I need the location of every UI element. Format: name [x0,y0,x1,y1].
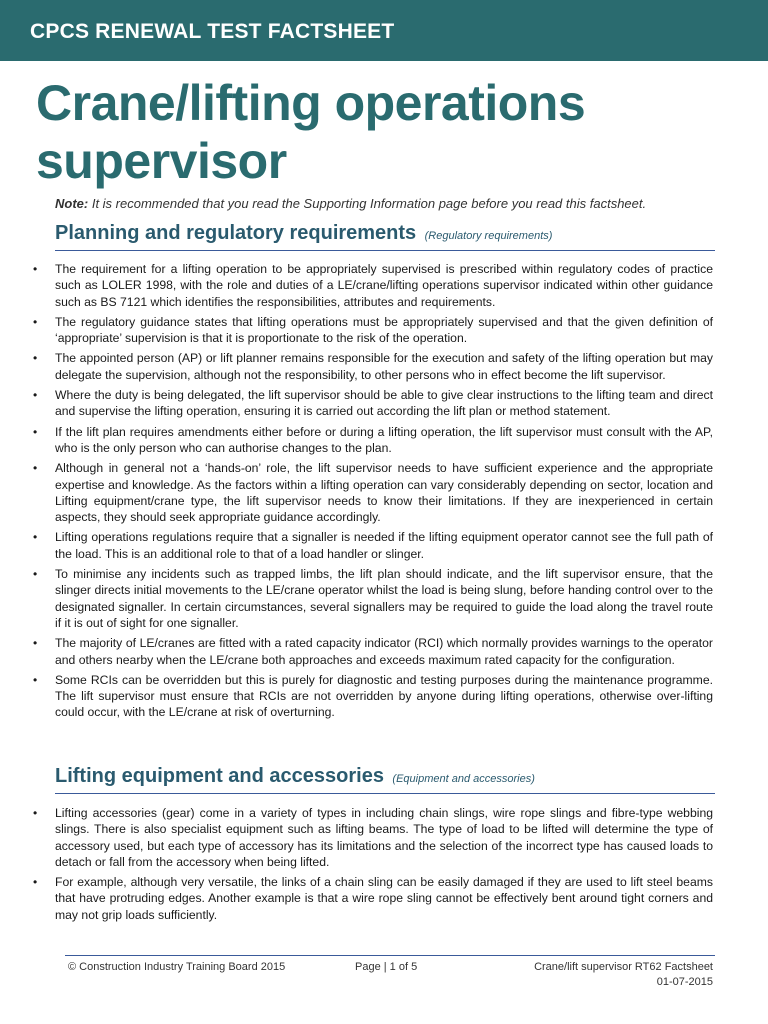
section-title: Planning and regulatory requirements [55,222,417,244]
note-text: It is recommended that you read the Supporting Information page before you read this factsheet. [88,196,647,211]
bullet-icon: • [33,424,38,439]
bullet-icon: • [33,806,38,820]
bullet-icon: • [33,461,38,476]
list-item: • If the lift plan requires amendments either before or during a lifting operation, the lift supervisor must consult with the AP, who is the only person who can authorise changes to the plan. [33,424,713,455]
section-heading-planning [55,222,715,251]
header-banner [0,0,768,61]
footer-doc-title: Crane/lift supervisor RT62 Factsheet [534,961,713,973]
bullet-list-planning [33,261,713,725]
bullet-icon: • [33,388,38,403]
page-title: Crane/lifting operations supervisor [36,75,586,189]
bullet-icon: • [33,567,38,582]
bullet-icon: • [33,875,38,890]
list-item: • Where the duty is being delegated, the lift supervisor should be able to give clear instructions to the lifting team and direct and supervise the lifting operation, ensuring it is carried out according the lift plan or method statement. [33,388,713,419]
bullet-list-equipment [33,805,713,927]
bullet-icon: • [33,351,38,366]
section-subtitle: (Regulatory requirements) [424,230,553,242]
bullet-icon: • [33,672,38,687]
banner-title: CPCS RENEWAL TEST FACTSHEET [30,20,395,43]
list-item: • Lifting accessories (gear) come in a variety of types in including chain slings, wire rope slings and fibre-type webbing slings. There is also specialist equipment such as lifting beams. The type of load to be lifted will determine the type of accessory used, but each type of accessory has its limitations and the selection of the incorrect type has caused loads to detach or fall from the accessory when being lifted. [33,806,713,869]
list-item: • The appointed person (AP) or lift planner remains responsible for the execution and safety of the lifting operation but may delegate the supervision, although not the responsibility, to other persons who in effect become the lift supervisor. [33,351,713,382]
footer-copyright: © Construction Industry Training Board 2015 [68,961,286,973]
note-label: Note: [55,196,89,211]
bullet-icon: • [33,530,38,545]
footer-page-number: Page | 1 of 5 [355,961,418,973]
list-item: • The requirement for a lifting operation to be appropriately supervised is prescribed within regulatory codes of practice such as LOLER 1998, with the role and duties of a LE/crane/lifting operations supervisor indicated within other guidance such as BS 7121 which identifies the responsibilities, attributes and requirements. [33,262,713,309]
bullet-icon: • [33,262,38,276]
bullet-icon: • [33,314,38,329]
bullet-icon: • [33,636,38,651]
section-heading-equipment [55,765,715,794]
footer-date: 01-07-2015 [656,976,713,988]
list-item: • Although in general not a ‘hands-on’ role, the lift supervisor needs to have sufficient experience and the appropriate expertise and knowledge. As the factors within a lifting operation can vary considerably depending on sector, location and Lifting equipment/crane type, the lift supervisor needs to know their limitations. If they are inexperienced in certain aspects, they should seek appropriate guidance accordingly. [33,461,713,525]
note [55,196,735,211]
list-item: • The majority of LE/cranes are fitted with a rated capacity indicator (RCI) which normally provides warnings to the operator and others nearby when the LE/crane both approaches and exceeds maximum rated capacity for the configuration. [33,636,713,667]
list-item: • Lifting operations regulations require that a signaller is needed if the lifting equipment operator cannot see the full path of the load. This is an additional role to that of a load handler or slinger. [33,530,713,561]
list-item: • To minimise any incidents such as trapped limbs, the lift plan should indicate, and the lift supervisor ensure, that the slinger directs initial movements to the LE/crane operator whilst the load is being slung, before handing control over to the designated signaller. In certain circumstances, several signallers may be required to guide the load along the travel route if it is out of sight for one signaller. [33,567,713,630]
section-subtitle: (Equipment and accessories) [392,773,535,785]
footer-divider [65,955,715,956]
list-item: • Some RCIs can be overridden but this is purely for diagnostic and testing purposes during the maintenance programme. The lift supervisor must ensure that RCIs are not overridden by anyone during lifting operations, otherwise over-lifting could occur, with the LE/crane at risk of overturning. [33,672,713,720]
list-item: • For example, although very versatile, the links of a chain sling can be easily damaged if they are used to lift steel beams that have protruding edges. Another example is that a wire rope sling cannot be effectively bent around tight corners and may not grip loads sufficiently. [33,875,713,922]
section-title: Lifting equipment and accessories [55,765,384,787]
list-item: • The regulatory guidance states that lifting operations must be appropriately supervised and that the given definition of ‘appropriate’ supervision is that it is proportionate to the risk of the operation. [33,314,713,346]
